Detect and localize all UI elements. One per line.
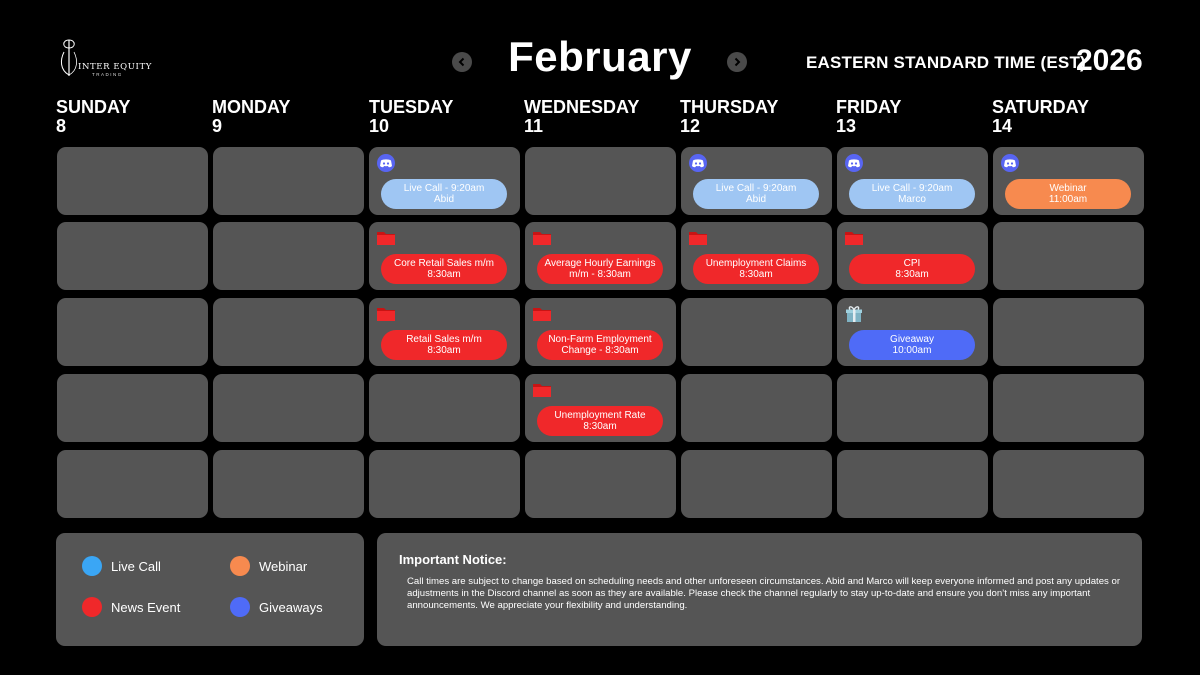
event-title: Webinar	[1049, 183, 1087, 194]
calendar-cell[interactable]	[57, 298, 208, 366]
folder-icon	[688, 229, 708, 247]
legend-item-live-call	[82, 556, 161, 576]
event-title: Live Call - 9:20am	[871, 183, 953, 194]
timezone-label: EASTERN STANDARD TIME (EST)	[806, 53, 1086, 72]
calendar-cell[interactable]	[525, 147, 676, 215]
event-detail: 8:30am	[739, 269, 773, 280]
news-event-pill[interactable]	[537, 254, 663, 284]
event-detail: 11:00am	[1048, 194, 1088, 205]
folder-icon	[376, 305, 396, 323]
day-name: SUNDAY	[56, 97, 131, 117]
calendar-cell[interactable]	[993, 450, 1144, 518]
day-header-tuesday	[369, 98, 519, 136]
calendar-cell[interactable]	[369, 374, 520, 442]
event-title: Retail Sales m/m	[406, 334, 482, 345]
event-detail: Change - 8:30am	[561, 345, 639, 356]
event-title: Core Retail Sales m/m	[393, 258, 495, 269]
notice-title: Important Notice:	[399, 552, 507, 567]
legend-item-giveaways	[230, 597, 323, 617]
calendar-cell[interactable]	[837, 222, 988, 290]
calendar-cell[interactable]	[837, 374, 988, 442]
calendar-cell[interactable]	[369, 450, 520, 518]
webinar-dot-icon	[230, 556, 250, 576]
day-header-sunday	[56, 98, 206, 136]
calendar-cell[interactable]	[57, 222, 208, 290]
logo	[58, 38, 152, 78]
event-title: Non-Farm Employment	[548, 334, 652, 345]
discord-icon	[688, 154, 708, 172]
calendar-cell[interactable]	[681, 147, 832, 215]
calendar-cell[interactable]	[369, 298, 520, 366]
event-title: Unemployment Claims	[705, 258, 807, 269]
day-name: WEDNESDAY	[524, 97, 640, 117]
legend-label: Giveaways	[259, 599, 323, 615]
day-date: 8	[56, 116, 67, 136]
month-title: February	[508, 33, 692, 80]
live-event-pill[interactable]	[849, 179, 975, 209]
folder-icon	[532, 305, 552, 323]
legend-label: News Event	[111, 599, 181, 615]
event-title: Live Call - 9:20am	[715, 183, 797, 194]
calendar-cell[interactable]	[57, 450, 208, 518]
news-event-pill[interactable]	[537, 330, 663, 360]
day-date: 12	[680, 116, 701, 136]
day-date: 10	[369, 116, 390, 136]
day-date: 9	[212, 116, 223, 136]
notice-body: Call times are subject to change based on scheduling needs and other unforeseen circumstances. Abid and Marco will keep everyone informed and post any updates or adjustments in the Discord channel as soon as they are available. Please check the channel regularly to stay up-to-date and ensure you don’t miss any important announcements. We appreciate your flexibility and understanding.	[407, 576, 1121, 611]
day-date: 11	[524, 116, 544, 136]
calendar-cell[interactable]	[681, 298, 832, 366]
day-name: SATURDAY	[992, 97, 1090, 117]
legend-item-news-event	[82, 597, 180, 617]
day-header-friday	[836, 98, 986, 136]
calendar-cell[interactable]	[681, 374, 832, 442]
day-date: 14	[992, 116, 1013, 136]
news-event-pill[interactable]	[381, 330, 507, 360]
legend-item-webinar	[230, 556, 307, 576]
calendar-cell[interactable]	[993, 374, 1144, 442]
discord-icon	[844, 154, 864, 172]
calendar-cell[interactable]	[993, 222, 1144, 290]
live-call-dot-icon	[82, 556, 102, 576]
discord-icon	[1000, 154, 1020, 172]
calendar-cell[interactable]	[57, 147, 208, 215]
prev-month-button[interactable]	[452, 52, 472, 72]
news-event-pill[interactable]	[381, 254, 507, 284]
legend	[56, 533, 364, 646]
logo-subtext: TRADING	[92, 72, 123, 77]
webinar-event-pill[interactable]	[1005, 179, 1131, 209]
folder-icon	[844, 229, 864, 247]
calendar-cell[interactable]	[993, 147, 1144, 215]
event-detail: 8:30am	[895, 269, 929, 280]
event-title: Live Call - 9:20am	[403, 183, 485, 194]
logo-mark-icon	[58, 38, 80, 78]
calendar-cell[interactable]	[213, 298, 364, 366]
folder-icon	[376, 229, 396, 247]
chevron-left-icon	[457, 57, 467, 67]
calendar-cell[interactable]	[213, 147, 364, 215]
live-event-pill[interactable]	[693, 179, 819, 209]
event-detail: 8:30am	[427, 269, 461, 280]
news-event-pill[interactable]	[537, 406, 663, 436]
calendar-cell[interactable]	[837, 147, 988, 215]
calendar-cell[interactable]	[681, 450, 832, 518]
calendar-cell[interactable]	[57, 374, 208, 442]
live-event-pill[interactable]	[381, 179, 507, 209]
logo-text: INTER EQUITY	[78, 62, 152, 72]
event-detail: 10:00am	[892, 345, 932, 356]
event-title: CPI	[903, 258, 921, 269]
legend-label: Webinar	[259, 558, 308, 574]
calendar-cell[interactable]	[369, 222, 520, 290]
day-name: MONDAY	[212, 97, 291, 117]
news-event-pill[interactable]	[693, 254, 819, 284]
calendar-cell[interactable]	[525, 450, 676, 518]
important-notice	[377, 533, 1142, 646]
year-label: 2026	[1076, 44, 1143, 77]
day-header-thursday	[680, 98, 830, 136]
day-header-saturday	[992, 98, 1142, 136]
news-event-pill[interactable]	[849, 254, 975, 284]
day-date: 13	[836, 116, 857, 136]
calendar-cell[interactable]	[525, 298, 676, 366]
calendar-cell[interactable]	[837, 450, 988, 518]
event-detail: Abid	[745, 194, 766, 205]
event-detail: 8:30am	[427, 345, 461, 356]
day-header-monday	[212, 98, 362, 136]
calendar-cell[interactable]	[993, 298, 1144, 366]
event-detail: Marco	[898, 194, 926, 205]
calendar-cell[interactable]	[525, 374, 676, 442]
calendar-cell[interactable]	[369, 147, 520, 215]
calendar-cell[interactable]	[837, 298, 988, 366]
legend-label: Live Call	[111, 558, 161, 574]
day-header-wednesday	[524, 98, 674, 136]
giveaways-dot-icon	[230, 597, 250, 617]
event-title: Average Hourly Earnings	[544, 258, 656, 269]
news-event-dot-icon	[82, 597, 102, 617]
discord-icon	[376, 154, 396, 172]
day-name: TUESDAY	[369, 97, 454, 117]
next-month-button[interactable]	[727, 52, 747, 72]
calendar-cell[interactable]	[213, 374, 364, 442]
day-name: THURSDAY	[680, 97, 779, 117]
folder-icon	[532, 229, 552, 247]
chevron-right-icon	[732, 57, 742, 67]
day-name: FRIDAY	[836, 97, 902, 117]
calendar-cell[interactable]	[213, 450, 364, 518]
calendar-cell[interactable]	[681, 222, 832, 290]
event-title: Unemployment Rate	[554, 410, 646, 421]
calendar-cell[interactable]	[213, 222, 364, 290]
gift-icon	[844, 305, 864, 323]
calendar-cell[interactable]	[525, 222, 676, 290]
folder-icon	[532, 381, 552, 399]
event-detail: Abid	[433, 194, 454, 205]
event-detail: 8:30am	[583, 421, 617, 432]
event-detail: m/m - 8:30am	[569, 269, 631, 280]
give-event-pill[interactable]	[849, 330, 975, 360]
event-title: Giveaway	[890, 334, 934, 345]
